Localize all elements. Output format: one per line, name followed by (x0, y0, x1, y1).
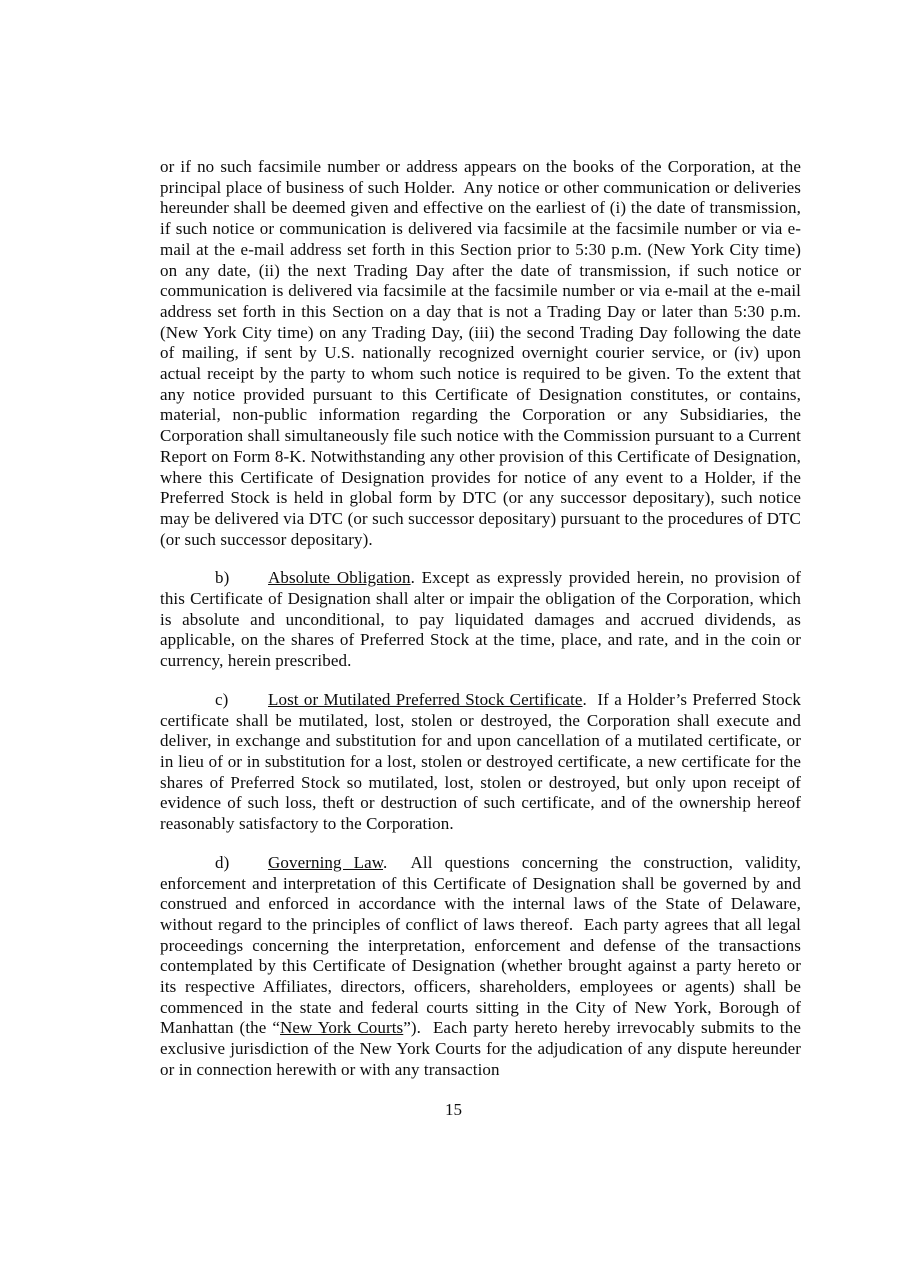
page-body (160, 157, 801, 1081)
clause-c-heading: Lost or Mutilated Preferred Stock Certificate (268, 689, 583, 709)
clause-b-heading: Absolute Obligation (268, 568, 411, 588)
clause-c-body: . If a Holder’s Preferred Stock certificate shall be mutilated, lost, stolen or destroyed, the Corporation shall execute and deliver, in exchange and substitution for and upon cancellation of a mutilated certificate, or in lieu of or in substitution for a lost, stolen or destroyed certificate, a new certificate for the shares of Preferred Stock so mutilated, lost, stolen or destroyed, but only upon receipt of evidence of such loss, theft or destruction of such certificate, and of the ownership hereof reasonably satisfactory to the Corporation. (160, 689, 801, 834)
paragraph-clause-c-lost-or-mutilated-certificate (160, 690, 801, 835)
clause-d-body-part2: ”). Each party hereto hereby irrevocably submits to the exclusive jurisdiction of the New York Courts for the adjudication of any dispute hereunder or in connection herewith or with any transaction (160, 1018, 801, 1079)
paragraph-clause-b-absolute-obligation (160, 568, 801, 672)
page-number: 15 (445, 1100, 462, 1119)
clause-b-body: . Except as expressly provided herein, no provision of this Certificate of Designation shall alter or impair the obligation of the Corporation, which is absolute and unconditional, to pay liquidated damages and accrued dividends, as applicable, on the shares of Preferred Stock at the time, place, and rate, and in the coin or currency, herein prescribed. (160, 568, 802, 671)
clause-c-label: c) (215, 689, 229, 709)
clause-d-body-part1: . All questions concerning the construction, validity, enforcement and interpretation of this Certificate of Designation shall be governed by and construed and enforced in accordance with the internal laws of the State of Delaware, without regard to the principles of conflict of laws thereof. Each party agrees that all legal proceedings concerning the interpretation, enforcement and defense of the transactions contemplated by this Certificate of Designation (whether brought against a party hereto or its respective Affiliates, directors, officers, shareholders, employees or agents) shall be commenced in the state and federal courts sitting in the City of New York, Borough of Manhattan (the “ (160, 852, 801, 1038)
clause-d-label: d) (215, 852, 230, 872)
clause-d-heading: Governing Law (268, 852, 384, 872)
clause-b-label: b) (215, 568, 230, 588)
paragraph-clause-d-governing-law (160, 853, 801, 1081)
paragraph-notice-provisions-continuation: or if no such facsimile number or address appears on the books of the Corporation, at the principal place of business of such Holder. Any notice or other communication or deliveries hereunder shall be deemed given and effective on the earliest of (i) the date of transmission, if such notice or communication is delivered via facsimile at the facsimile number or via e-mail at the e-mail address set forth in this Section prior to 5:30 p.m. (New York City time) on any date, (ii) the next Trading Day after the date of transmission, if such notice or communication is delivered via facsimile at the facsimile number or via e-mail at the e-mail address set forth in this Section on a day that is not a Trading Day or later than 5:30 p.m. (New York City time) on any Trading Day, (iii) the second Trading Day following the date of mailing, if sent by U.S. nationally recognized overnight courier service, or (iv) upon actual receipt by the party to whom such notice is required to be given. To the extent that any notice provided pursuant to this Certificate of Designation constitutes, or contains, material, non-public information regarding the Corporation or any Subsidiaries, the Corporation shall simultaneously file such notice with the Commission pursuant to a Current Report on Form 8-K. Notwithstanding any other provision of this Certificate of Designation, where this Certificate of Designation provides for notice of any event to a Holder, if the Preferred Stock is held in global form by DTC (or any successor depositary), such notice may be delivered via DTC (or such successor depositary) pursuant to the procedures of DTC (or such successor depositary). (160, 157, 801, 549)
defined-term-new-york-courts: New York Courts (280, 1018, 404, 1038)
